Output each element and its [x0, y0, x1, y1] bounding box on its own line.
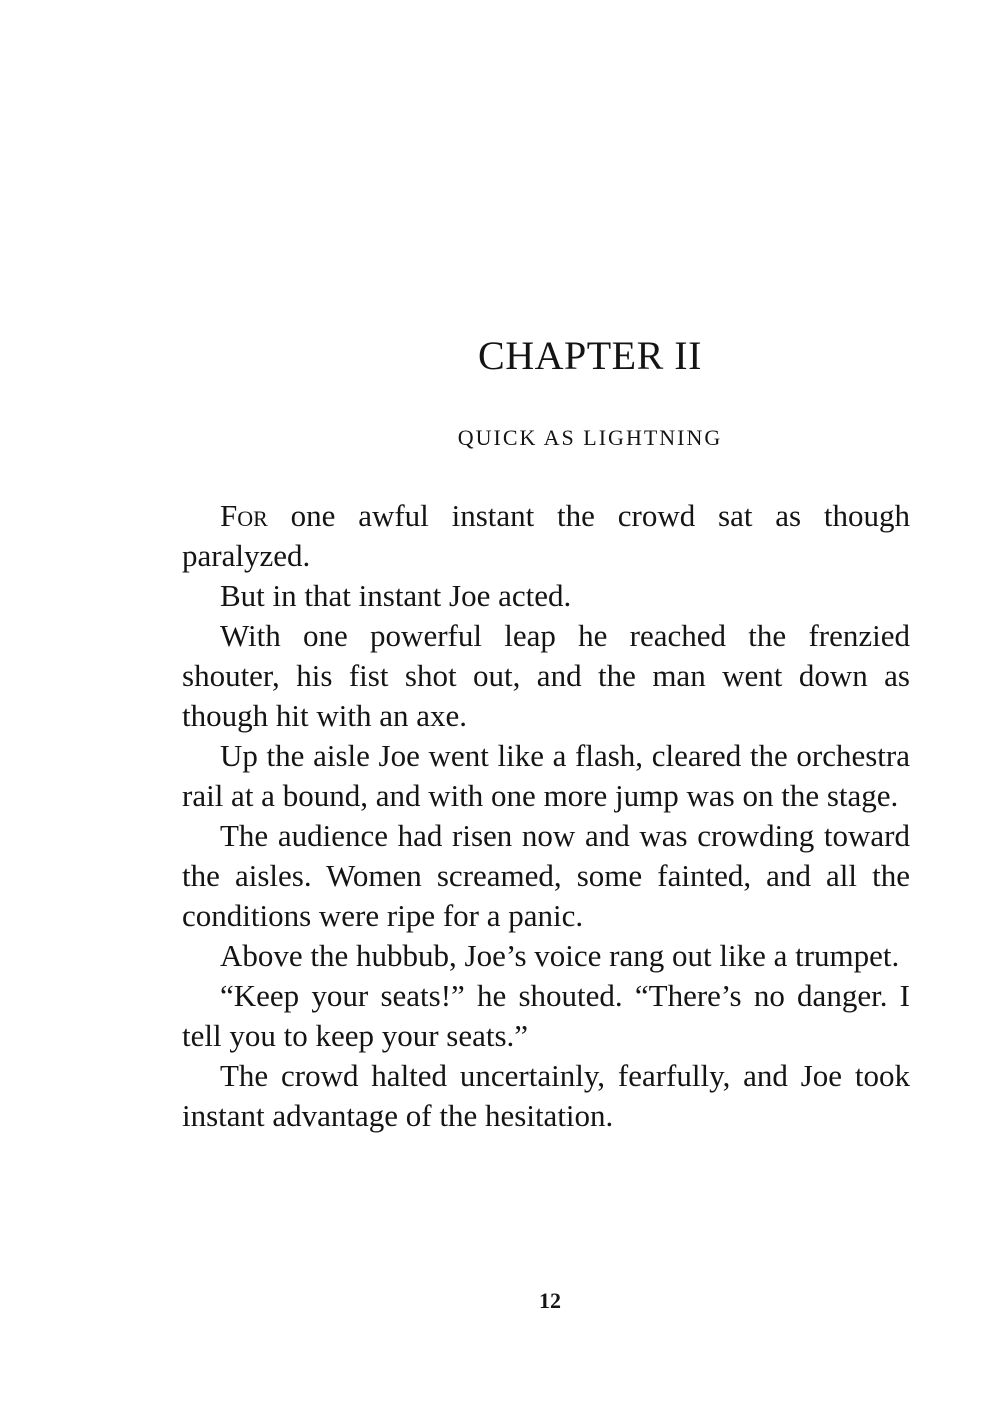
- paragraph: With one powerful leap he reached the frenzied shouter, his fist shot out, and the man went down as though hit with an axe.: [182, 618, 910, 733]
- paragraph-lead: For: [220, 498, 268, 533]
- paragraph: The crowd halted uncertainly, fearfully, and Joe took instant advantage of the hesitation.: [182, 1058, 910, 1133]
- body-text: [182, 496, 910, 1136]
- paragraph-text: one awful instant the crowd sat as though paralyzed.: [182, 498, 910, 573]
- paragraph: “Keep your seats!” he shouted. “There’s no danger. I tell you to keep your seats.”: [182, 978, 910, 1053]
- paragraph: Up the aisle Joe went like a flash, cleared the orchestra rail at a bound, and with one more jump was on the stage.: [182, 738, 910, 813]
- paragraph: But in that instant Joe acted.: [220, 578, 572, 613]
- paragraph: The audience had risen now and was crowding toward the aisles. Women screamed, some fainted, and all the conditions were ripe for a panic.: [182, 818, 910, 933]
- chapter-subtitle: QUICK AS LIGHTNING: [457, 425, 723, 450]
- page-number: 12: [539, 1288, 561, 1313]
- chapter-heading: CHAPTER II: [478, 333, 702, 378]
- paragraph: Above the hubbub, Joe’s voice rang out like a trumpet.: [220, 938, 900, 973]
- paragraph: [182, 496, 910, 576]
